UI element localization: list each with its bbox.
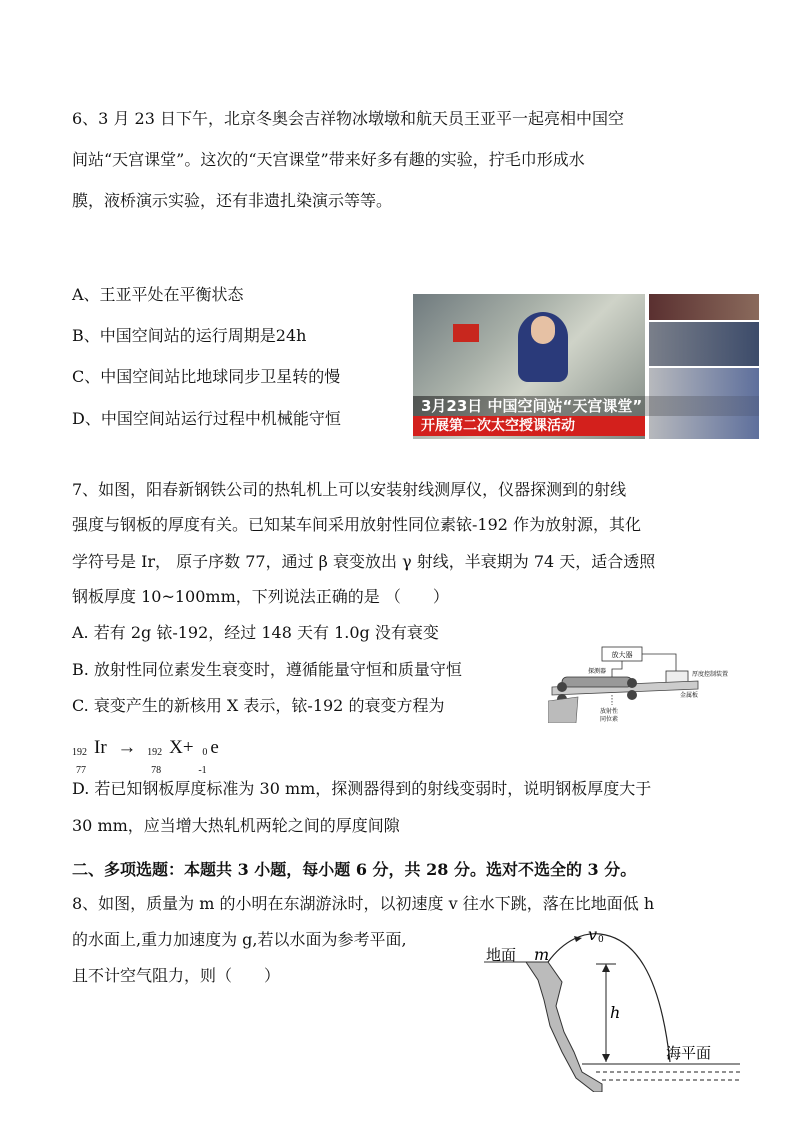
q6-option-d: D、中国空间站运行过程中机械能守恒 [72,409,341,428]
e-charge-number: -1 [198,765,207,776]
detector-label: 探测器 [588,668,607,675]
q7-option-c: C. 衰变产生的新核用 X 表示，铱-192 的衰变方程为 [72,696,445,715]
flag-icon [453,324,479,342]
q6-stem-line-3: 膜，液桥演示实验，还有非遗扎染演示等等。 [72,191,393,210]
astronaut-face [531,316,555,344]
q7-option-d-line-2: 30 mm，应当增大热轧机两轮之间的厚度间隙 [72,816,400,835]
tiangong-classroom-photo [413,294,759,439]
decay-equation [72,733,219,776]
top-roller [562,677,632,687]
q7-stem-line-2: 强度与钢板的厚度有关。已知某车间采用放射性同位素铱-192 作为放射源，其化 [72,515,642,534]
ir-symbol: Ir [94,737,107,758]
q7-stem-line-1: 7、如图，阳春新钢铁公司的热轧机上可以安装射线测厚仪，仪器探测到的射线 [72,480,627,499]
x-mass-number: 192 [147,747,163,758]
amplifier-label: 放大器 [611,651,633,659]
q8-stem-line-1: 8、如图，质量为 m 的小明在东湖游泳时，以初速度 v 往水下跳，落在比地面低 h [72,894,655,913]
ir-mass-number: 192 [72,747,87,758]
controller-label: 厚度控制装置 [692,671,729,678]
velocity-label: v [588,925,598,944]
mass-label: m [534,945,550,964]
e-mass-number: 0 [202,747,208,758]
q6-option-c: C、中国空间站比地球同步卫星转的慢 [72,367,341,386]
q7-option-a: A. 若有 2g 铱-192，经过 148 天有 1.0g 没有衰变 [72,623,439,642]
ir-atomic-number: 77 [76,765,86,776]
thickness-gauge-diagram [548,643,738,723]
height-label: h [610,1003,621,1022]
source-label-2: 同位素 [600,716,619,723]
photo-caption-2: 开展第二次太空授课活动 [413,416,645,436]
reaction-arrow: → [117,737,137,758]
x-atomic-number: 78 [151,765,162,776]
q6-stem-line-1: 6、3 月 23 日下午，北京冬奥会吉祥物冰墩墩和航天员王亚平一起亮相中国空 [72,109,624,128]
cliff-jump-figure [484,922,740,1092]
photo-panel-middle [649,322,759,366]
q6-option-a: A、王亚平处在平衡状态 [72,285,244,304]
ground-label: 地面 [486,946,517,964]
q7-option-b: B. 放射性同位素发生衰变时，遵循能量守恒和质量守恒 [72,660,462,679]
left-support [548,697,578,723]
cliff [526,962,602,1092]
q6-option-b: B、中国空间站的运行周期是24h [72,326,307,345]
e-symbol: e [210,737,219,758]
q7-stem-line-4: 钢板厚度 10~100mm，下列说法正确的是 （ ） [72,587,449,606]
velocity-subscript: 0 [598,935,604,945]
photo-caption-1: 3月23日 中国空间站“天宫课堂” [413,396,759,416]
source-label-1: 放射性 [600,708,619,715]
x-symbol: X+ [169,737,194,758]
q8-stem-line-2: 的水面上,重力加速度为 g,若以水面为参考平面, [72,930,407,949]
plate-label: 金属板 [680,692,699,699]
section-2-heading: 二、多项选题：本题共 3 小题，每小题 6 分，共 28 分。选对不选全的 3 分。 [72,860,637,879]
sea-level-label: 海平面 [666,1044,712,1062]
q7-stem-line-3: 学符号是 Ir， 原子序数 77，通过 β 衰变放出 γ 射线，半衰期为 74 天，适合透照 [72,552,656,571]
photo-panel-top [649,294,759,320]
q6-stem-line-2: 间站“天宫课堂”。这次的“天宫课堂”带来好多有趣的实验，拧毛巾形成水 [72,150,585,169]
q7-option-d-line-1: D. 若已知钢板厚度标准为 30 mm，探测器得到的射线变弱时，说明钢板厚度大于 [72,779,652,798]
q8-stem-line-3: 且不计空气阻力，则（ ） [72,966,281,985]
